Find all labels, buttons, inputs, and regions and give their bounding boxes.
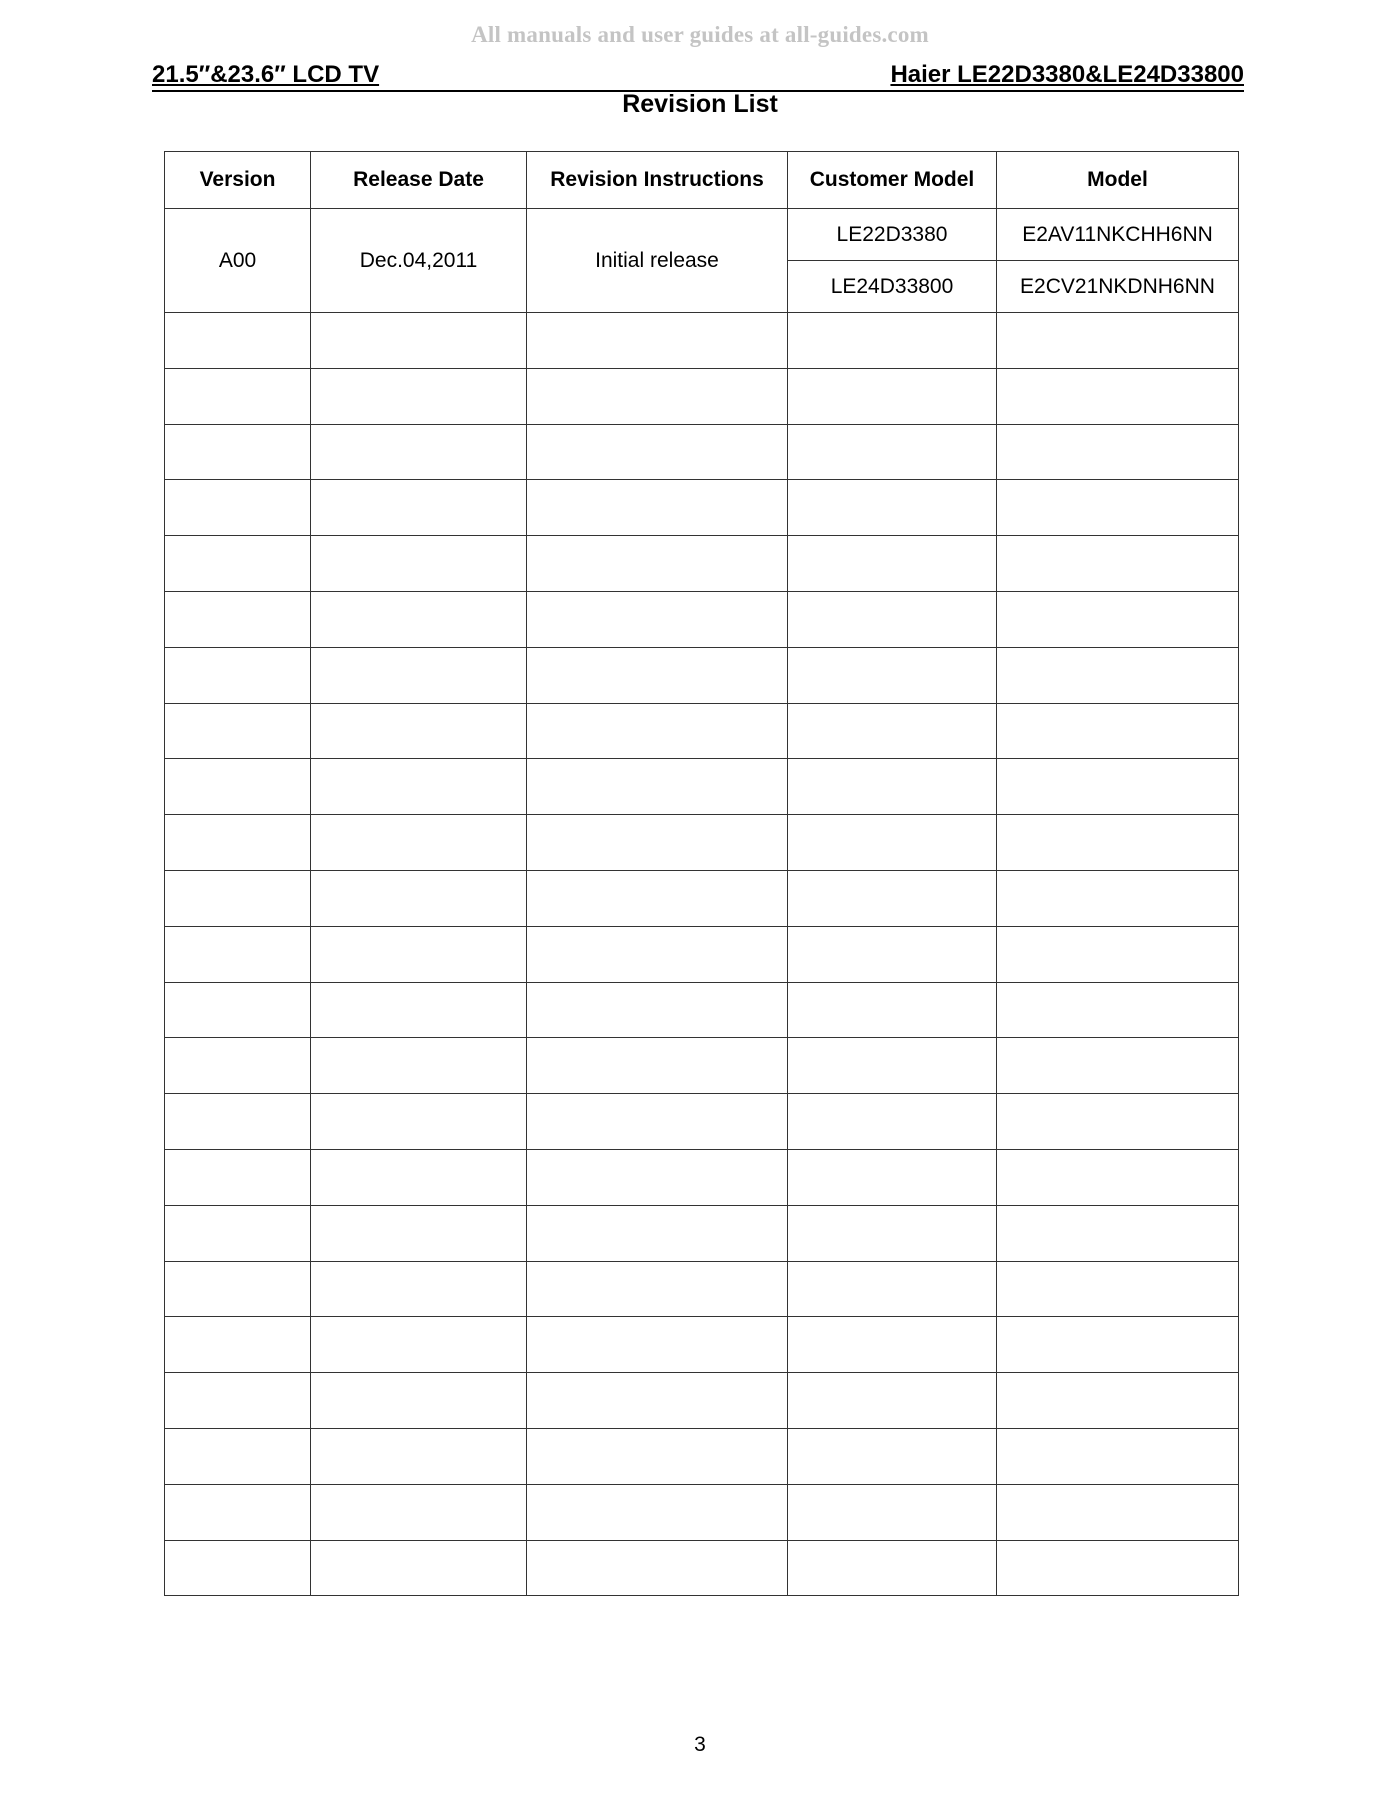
empty-cell <box>527 313 788 369</box>
column-header-version: Version <box>165 152 311 209</box>
revision-instructions-cell: Initial release <box>527 209 788 313</box>
empty-cell <box>311 926 527 982</box>
empty-cell <box>165 1205 311 1261</box>
empty-cell <box>997 424 1239 480</box>
empty-table-row <box>165 480 1239 536</box>
version-cell: A00 <box>165 209 311 313</box>
empty-cell <box>997 1373 1239 1429</box>
empty-cell <box>788 647 997 703</box>
empty-cell <box>311 1038 527 1094</box>
page-title: Revision List <box>622 90 778 118</box>
empty-cell <box>997 1149 1239 1205</box>
empty-cell <box>997 1428 1239 1484</box>
column-header-customer-model: Customer Model <box>788 152 997 209</box>
empty-cell <box>788 591 997 647</box>
empty-cell <box>527 870 788 926</box>
empty-cell <box>311 1428 527 1484</box>
empty-cell <box>997 1317 1239 1373</box>
column-header-model: Model <box>997 152 1239 209</box>
empty-cell <box>311 982 527 1038</box>
empty-cell <box>165 1149 311 1205</box>
empty-cell <box>997 815 1239 871</box>
empty-cell <box>527 536 788 592</box>
empty-cell <box>165 647 311 703</box>
empty-cell <box>165 480 311 536</box>
empty-table-row <box>165 759 1239 815</box>
empty-cell <box>165 1317 311 1373</box>
empty-cell <box>997 536 1239 592</box>
empty-cell <box>165 870 311 926</box>
watermark: All manuals and user guides at all-guides.com <box>471 22 929 47</box>
empty-cell <box>165 703 311 759</box>
empty-cell <box>788 1261 997 1317</box>
empty-cell <box>997 759 1239 815</box>
empty-cell <box>311 703 527 759</box>
empty-cell <box>997 480 1239 536</box>
empty-cell <box>311 368 527 424</box>
empty-cell <box>311 759 527 815</box>
empty-cell <box>165 926 311 982</box>
empty-table-row <box>165 1540 1239 1596</box>
empty-cell <box>997 647 1239 703</box>
empty-cell <box>997 313 1239 369</box>
customer-model-cell: LE24D33800 <box>788 261 997 313</box>
empty-cell <box>788 313 997 369</box>
empty-cell <box>527 759 788 815</box>
empty-cell <box>165 1540 311 1596</box>
empty-table-row <box>165 1149 1239 1205</box>
empty-cell <box>788 1540 997 1596</box>
empty-cell <box>165 815 311 871</box>
empty-cell <box>311 1205 527 1261</box>
empty-cell <box>788 1149 997 1205</box>
empty-cell <box>527 647 788 703</box>
empty-table-row <box>165 1261 1239 1317</box>
empty-table-row <box>165 703 1239 759</box>
empty-cell <box>527 1261 788 1317</box>
page-number: 3 <box>694 1733 706 1756</box>
empty-cell <box>311 536 527 592</box>
empty-table-row <box>165 815 1239 871</box>
page-header <box>152 60 1244 92</box>
empty-cell <box>788 480 997 536</box>
empty-cell <box>997 1540 1239 1596</box>
empty-cell <box>311 815 527 871</box>
empty-table-row <box>165 647 1239 703</box>
empty-cell <box>997 1094 1239 1150</box>
empty-cell <box>527 926 788 982</box>
empty-cell <box>997 1484 1239 1540</box>
model-cell: E2AV11NKCHH6NN <box>997 209 1239 261</box>
empty-cell <box>997 1038 1239 1094</box>
empty-cell <box>165 313 311 369</box>
empty-cell <box>997 368 1239 424</box>
empty-cell <box>165 1428 311 1484</box>
empty-cell <box>527 982 788 1038</box>
empty-cell <box>788 759 997 815</box>
empty-cell <box>527 1484 788 1540</box>
empty-table-row <box>165 870 1239 926</box>
empty-cell <box>997 591 1239 647</box>
empty-cell <box>311 1094 527 1150</box>
empty-cell <box>311 647 527 703</box>
empty-cell <box>788 870 997 926</box>
empty-cell <box>311 1540 527 1596</box>
empty-cell <box>527 1094 788 1150</box>
empty-cell <box>527 1317 788 1373</box>
empty-cell <box>997 1261 1239 1317</box>
empty-cell <box>788 1038 997 1094</box>
empty-cell <box>527 591 788 647</box>
empty-cell <box>527 815 788 871</box>
empty-cell <box>527 1149 788 1205</box>
empty-cell <box>165 591 311 647</box>
empty-cell <box>788 368 997 424</box>
empty-cell <box>788 1094 997 1150</box>
empty-cell <box>311 480 527 536</box>
empty-cell <box>527 1205 788 1261</box>
empty-cell <box>788 424 997 480</box>
empty-table-row <box>165 1205 1239 1261</box>
empty-cell <box>788 1317 997 1373</box>
empty-cell <box>311 1484 527 1540</box>
empty-cell <box>311 591 527 647</box>
empty-cell <box>165 1038 311 1094</box>
header-model: Haier LE22D3380&LE24D33800 <box>890 61 1244 88</box>
empty-table-row <box>165 313 1239 369</box>
empty-table-row <box>165 368 1239 424</box>
empty-cell <box>788 1205 997 1261</box>
empty-cell <box>165 1094 311 1150</box>
empty-cell <box>788 536 997 592</box>
column-header-release-date: Release Date <box>311 152 527 209</box>
empty-cell <box>788 1373 997 1429</box>
empty-cell <box>527 480 788 536</box>
empty-cell <box>311 1261 527 1317</box>
empty-cell <box>788 926 997 982</box>
empty-table-row <box>165 1428 1239 1484</box>
empty-table-row <box>165 1373 1239 1429</box>
empty-table-row <box>165 1094 1239 1150</box>
empty-cell <box>997 982 1239 1038</box>
empty-table-row <box>165 1038 1239 1094</box>
customer-model-cell: LE22D3380 <box>788 209 997 261</box>
column-header-revision-instructions: Revision Instructions <box>527 152 788 209</box>
empty-cell <box>527 1373 788 1429</box>
empty-cell <box>527 424 788 480</box>
empty-table-row <box>165 1317 1239 1373</box>
empty-cell <box>788 1428 997 1484</box>
empty-cell <box>311 1149 527 1205</box>
empty-table-row <box>165 982 1239 1038</box>
empty-cell <box>788 1484 997 1540</box>
empty-cell <box>997 926 1239 982</box>
header-product: 21.5″&23.6″ LCD TV <box>152 61 380 88</box>
empty-cell <box>165 424 311 480</box>
empty-cell <box>997 870 1239 926</box>
empty-cell <box>527 1038 788 1094</box>
empty-cell <box>997 703 1239 759</box>
empty-cell <box>311 313 527 369</box>
empty-table-row <box>165 424 1239 480</box>
empty-cell <box>311 424 527 480</box>
empty-cell <box>527 1428 788 1484</box>
empty-cell <box>311 1373 527 1429</box>
empty-table-row <box>165 926 1239 982</box>
table-row <box>165 209 1239 261</box>
empty-cell <box>311 870 527 926</box>
table-header-row <box>165 152 1239 209</box>
empty-cell <box>527 1540 788 1596</box>
empty-table-row <box>165 536 1239 592</box>
empty-cell <box>788 815 997 871</box>
empty-cell <box>165 759 311 815</box>
empty-table-row <box>165 1484 1239 1540</box>
empty-cell <box>165 368 311 424</box>
model-cell: E2CV21NKDNH6NN <box>997 261 1239 313</box>
empty-table-row <box>165 591 1239 647</box>
revision-table <box>164 151 1239 1596</box>
empty-cell <box>165 1261 311 1317</box>
empty-cell <box>527 703 788 759</box>
empty-cell <box>165 1484 311 1540</box>
empty-cell <box>165 982 311 1038</box>
empty-cell <box>311 1317 527 1373</box>
empty-cell <box>788 982 997 1038</box>
release-date-cell: Dec.04,2011 <box>311 209 527 313</box>
empty-cell <box>527 368 788 424</box>
empty-cell <box>165 536 311 592</box>
empty-cell <box>165 1373 311 1429</box>
empty-cell <box>788 703 997 759</box>
empty-cell <box>997 1205 1239 1261</box>
